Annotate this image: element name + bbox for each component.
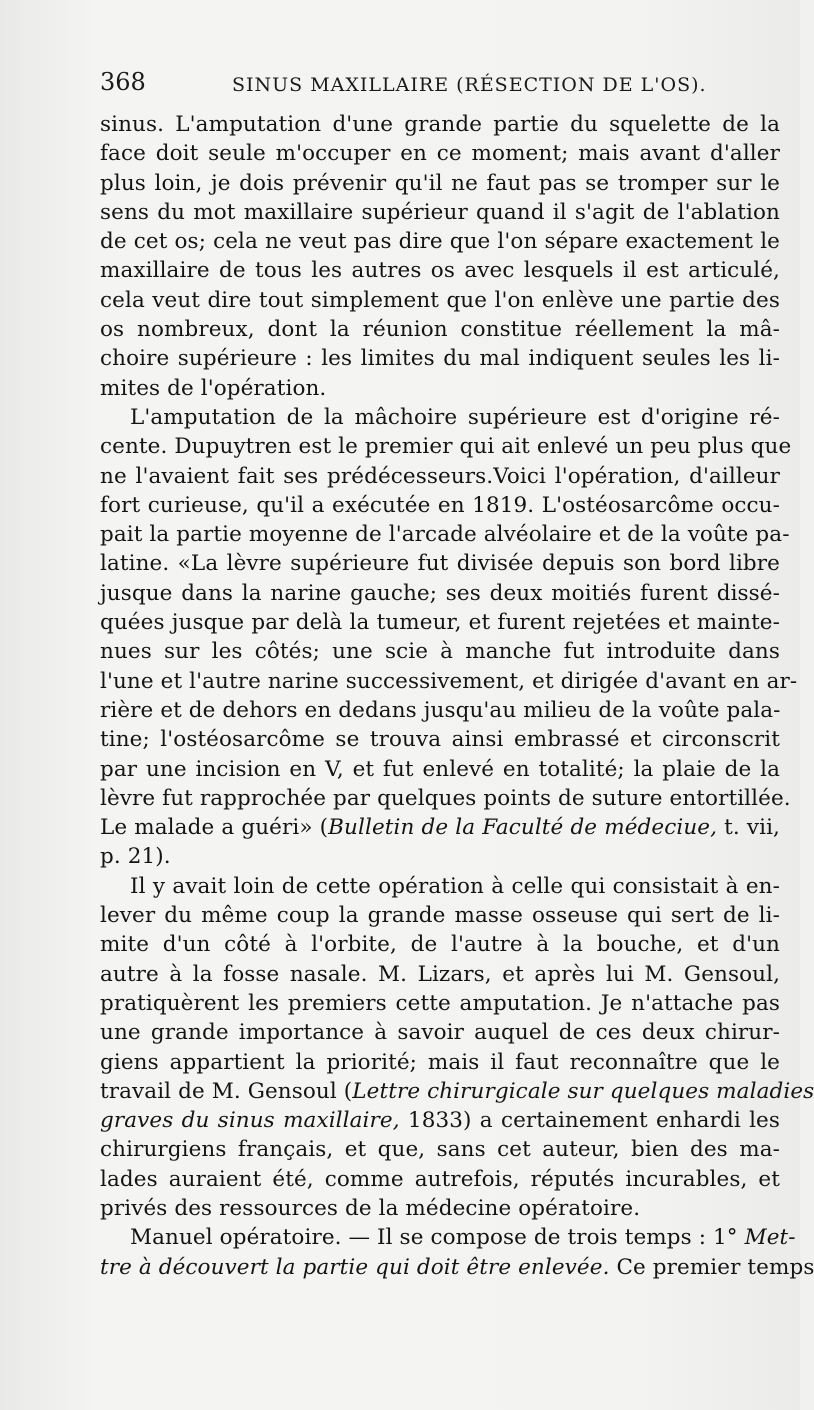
text-line: plus loin, je dois prévenir qu'il ne faut pas se tromper sur le [100, 170, 780, 196]
italic-text: Met- [744, 1225, 796, 1251]
text-line: par une incision en V, et fut enlevé en totalité; la plaie de la [100, 756, 780, 782]
text-line: Manuel opératoire. — Il se compose de trois temps : 1° Met- [130, 1225, 796, 1251]
text-line: Il y avait loin de cette opération à celle qui consistait à en- [130, 873, 780, 899]
page-header [100, 68, 780, 104]
text-line: tine; l'ostéosarcôme se trouva ainsi embrassé et circonscrit [100, 727, 780, 753]
text-line: privés des ressources de la médecine opératoire. [100, 1195, 641, 1221]
text-line: os nombreux, dont la réunion constitue réellement la mâ- [100, 317, 780, 343]
text-line: travail de M. Gensoul (Lettre chirurgicale sur quelques maladies [100, 1078, 814, 1104]
text-line: L'amputation de la mâchoire supérieure est d'origine ré- [130, 404, 780, 430]
text-line: chirurgiens français, et que, sans cet auteur, bien des ma- [100, 1137, 780, 1163]
text-line: Le malade a guéri» (Bulletin de la Faculté de médeciue, t. vii, [100, 815, 780, 841]
text-line: pait la partie moyenne de l'arcade alvéolaire et de la voûte pa- [100, 522, 790, 548]
italic-text: Bulletin de la Faculté de médeciue, [328, 815, 718, 841]
text-line: une grande importance à savoir auquel de ces deux chirur- [100, 1020, 780, 1046]
text-line: quées jusque par delà la tumeur, et furent rejetées et mainte- [100, 610, 780, 636]
text-line: choire supérieure : les limites du mal indiquent seules les li- [100, 346, 780, 372]
body-text [100, 110, 814, 1282]
text-line: tre à découvert la partie qui doit être enlevée. Ce premier temps [100, 1254, 814, 1280]
text-line: l'une et l'autre narine successivement, et dirigée d'avant en ar- [100, 668, 798, 694]
text-line: maxillaire de tous les autres os avec lesquels il est articulé, [100, 258, 780, 284]
text-line: mite d'un côté à l'orbite, de l'autre à la bouche, et d'un [100, 932, 780, 958]
text-line: lades auraient été, comme autrefois, réputés incurables, et [100, 1166, 780, 1192]
text-line: lever du même coup la grande masse osseuse qui sert de li- [100, 903, 780, 929]
text-line: latine. «La lèvre supérieure fut divisée depuis son bord libre [100, 551, 780, 577]
text-line: autre à la fosse nasale. M. Lizars, et après lui M. Gensoul, [100, 961, 780, 987]
text-line: face doit seule m'occuper en ce moment; mais avant d'aller [100, 141, 780, 167]
text-line: ne l'avaient fait ses prédécesseurs.Voici l'opération, d'ailleur [100, 463, 780, 489]
text-line: sens du mot maxillaire supérieur quand il s'agit de l'ablation [100, 199, 780, 225]
text-line: nues sur les côtés; une scie à manche fut introduite dans [100, 639, 780, 665]
page-number: 368 [100, 68, 146, 96]
italic-text: graves du sinus maxillaire, [100, 1108, 400, 1134]
text-line: cela veut dire tout simplement que l'on enlève une partie des [100, 287, 780, 313]
text-line: fort curieuse, qu'il a exécutée en 1819. L'ostéosarcôme occu- [100, 492, 780, 518]
text-line: mites de l'opération. [100, 375, 327, 401]
text-line: de cet os; cela ne veut pas dire que l'on sépare exactement le [100, 229, 780, 255]
text-line: jusque dans la narine gauche; ses deux moitiés furent dissé- [100, 580, 780, 606]
text-line: pratiquèrent les premiers cette amputation. Je n'attache pas [100, 990, 780, 1016]
text-line: cente. Dupuytren est le premier qui ait enlevé un peu plus que [100, 434, 792, 460]
running-head: SINUS MAXILLAIRE (RÉSECTION DE L'OS). [232, 74, 707, 96]
text-line: graves du sinus maxillaire, 1833) a certainement enhardi les [100, 1108, 780, 1134]
italic-text: Lettre chirurgicale sur quelques maladies [352, 1078, 814, 1104]
text-line: lèvre fut rapprochée par quelques points de suture entortillée. [100, 785, 791, 811]
text-line: p. 21). [100, 844, 171, 870]
italic-text: tre à découvert la partie qui doit être enlevée. [100, 1254, 610, 1280]
text-line: rière et de dehors en dedans jusqu'au milieu de la voûte pala- [100, 697, 781, 723]
text-line: sinus. L'amputation d'une grande partie du squelette de la [100, 112, 780, 137]
text-line: giens appartient la priorité; mais il faut reconnaître que le [100, 1049, 780, 1075]
